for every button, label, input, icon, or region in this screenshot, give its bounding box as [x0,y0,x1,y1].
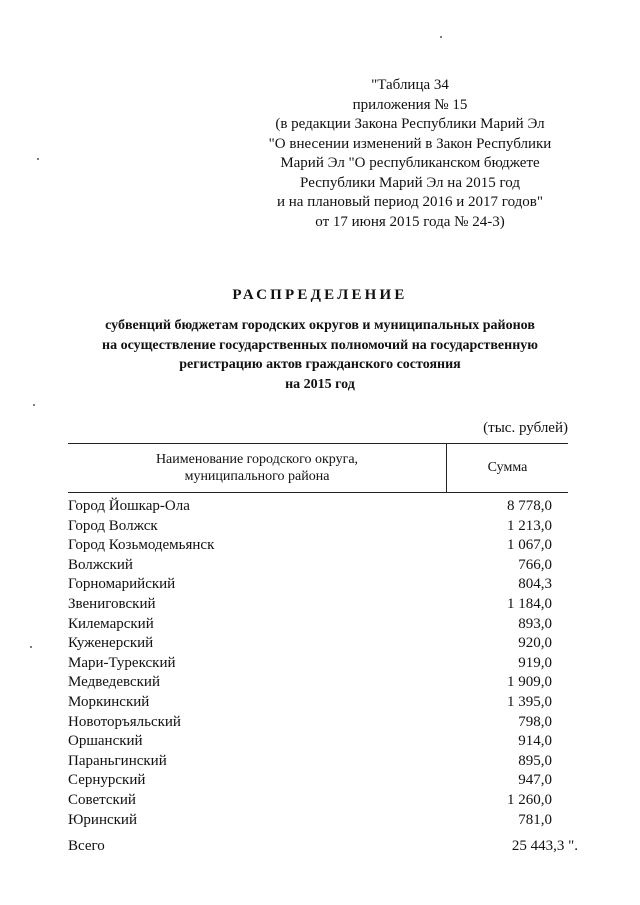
table-row [68,791,552,811]
district-sum: 1 395,0 [507,693,552,710]
district-name: Оршанский [68,733,143,750]
total-row [68,838,578,855]
district-name: Юринский [68,811,137,828]
subtitle-line: на осуществление государственных полномочий на государственную [102,337,538,353]
district-name: Звениговский [68,595,156,612]
district-name: Моркинский [68,693,150,710]
district-sum: 766,0 [518,556,552,573]
column-header-name-line: Наименование городского округа, [155,452,359,467]
district-name: Куженерский [68,635,154,652]
units-label: (тыс. рублей) [483,420,568,436]
district-name: Мари-Турекский [68,654,176,671]
scan-speck [30,646,32,648]
scan-speck [37,158,39,160]
subtitle-line: субвенций бюджетам городских округов и муниципальных районов [105,318,535,333]
district-name: Город Волжск [68,517,158,534]
district-name: Новоторъяльский [68,713,181,730]
district-name: Килемарский [68,615,154,632]
district-sum: 798,0 [518,713,552,730]
district-name: Город Йошкар-Ола [68,498,190,514]
subtitle-line: на 2015 год [285,376,355,392]
district-sum: 920,0 [518,635,552,652]
district-name: Сернурский [68,772,146,789]
table-row [68,615,552,635]
header-line: Республики Марий Эл на 2015 год [300,174,520,191]
total-label: Всего [68,838,105,854]
scan-speck [440,36,442,38]
header-line: и на плановый период 2016 и 2017 годов" [277,194,543,210]
table-row [68,634,552,654]
table-row [68,673,552,693]
table-row [68,654,552,674]
district-name: Город Козьмодемьянск [68,537,215,554]
header-line: (в редакции Закона Республики Марий Эл [275,116,545,132]
column-header-name [68,444,447,492]
table-row [68,536,552,556]
district-sum: 919,0 [518,654,552,671]
district-sum: 1 909,0 [507,674,552,691]
table-row [68,556,552,576]
header-line: "О внесении изменений в Закон Республики [268,135,552,152]
district-sum: 893,0 [518,615,552,632]
table-row [68,693,552,713]
header-line: от 17 июня 2015 года № 24-3) [315,213,505,230]
header-line: Марий Эл "О республиканском бюджете [280,155,540,171]
header-line: приложения № 15 [352,96,468,113]
document-title: РАСПРЕДЕЛЕНИЕ [232,287,408,303]
district-name: Советский [68,791,136,808]
district-name: Параньгинский [68,752,167,769]
district-sum: 804,3 [518,576,552,593]
district-sum: 947,0 [518,772,552,789]
district-sum: 781,0 [518,811,552,828]
table-row [68,752,552,772]
district-name: Волжский [68,556,133,573]
district-sum: 1 260,0 [507,791,552,808]
document-header [250,76,570,232]
district-sum: 1 067,0 [507,537,552,554]
table-row [68,811,552,831]
district-name: Медведевский [68,674,160,691]
column-header-name-line: муниципального района [184,469,330,484]
table-row [68,517,552,537]
table-row [68,771,552,791]
document-subtitle [60,316,580,394]
total-value: 25 443,3 ". [511,838,578,854]
table-row [68,732,552,752]
district-sum: 1 184,0 [507,595,552,612]
table-row [68,595,552,615]
subtitle-line: регистрацию актов гражданского состояния [179,357,461,372]
table-row [68,713,552,733]
district-sum: 914,0 [518,733,552,750]
district-name: Горномарийский [68,576,176,593]
scan-speck [33,404,35,406]
table-row [68,497,552,517]
table-header [68,443,568,493]
district-sum: 1 213,0 [507,517,552,534]
table-body [68,497,552,830]
table-row [68,575,552,595]
district-sum: 8 778,0 [507,498,552,514]
column-header-sum: Сумма [487,460,528,475]
district-sum: 895,0 [518,752,552,769]
header-line: "Таблица 34 [371,77,449,93]
